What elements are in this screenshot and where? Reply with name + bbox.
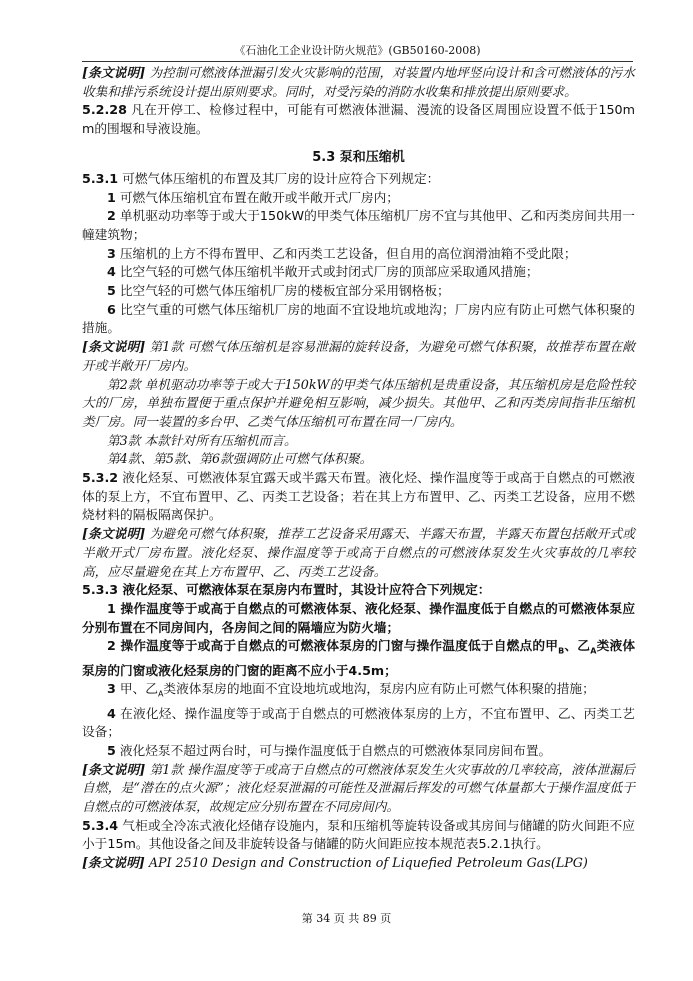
item-number: 5 [107,742,116,758]
subscript: A [157,689,164,699]
item-number: 3 [107,245,116,261]
list-item [82,245,635,264]
list-item [82,680,635,704]
commentary-5-2-27 [82,64,635,101]
list-item [82,705,635,742]
clause-5-3-1 [82,170,635,189]
clause-number: 5.2.28 [82,102,127,118]
commentary-paragraph: 第4款、第5款、第6款强调防止可燃气体积聚。 [107,451,373,467]
commentary-text: 为控制可燃液体泄漏引发火灾影响的范围，对装置内地坪竖向设计和含可燃液体的污水收集和排污系统设计提出原则要求。同时，对受污染的消防水收集和排放提出原则要求。 [82,65,635,99]
commentary-tag: [条文说明] [82,65,146,80]
subscript: A [590,646,597,656]
item-text: 可燃气体压缩机宜布置在敞开或半敞开式厂房内； [119,189,399,205]
list-item [82,189,635,208]
page-number: 第 34 页 共 89 页 [301,912,392,925]
commentary-tag: [条文说明] [82,761,146,777]
page-content [82,64,635,873]
clause-5-3-2 [82,469,635,525]
section-heading: 5.3 泵和压缩机 [312,149,405,165]
item-text: 比空气轻的可燃气体压缩机半敞开式或封闭式厂房的顶部应采取通风措施； [119,264,539,280]
commentary-5-3-1 [82,338,635,375]
clause-text: 凡在开停工、检修过程中，可能有可燃液体泄漏、漫流的设备区周围应设置不低于150mm的围堰和导液设施。 [82,102,635,137]
clause-text: 液化烃泵、可燃液体泵在泵房内布置时，其设计应符合下列规定： [122,582,491,598]
item-text: 、乙 [564,638,591,654]
clause-5-3-3 [82,581,635,600]
item-number: 3 [107,681,116,697]
clause-number: 5.3.3 [82,582,119,598]
commentary-5-3-2 [82,525,635,581]
commentary-paragraph: 第3款 本款针对所有压缩机而言。 [107,432,297,448]
list-item [82,742,635,761]
commentary-tag: [条文说明] [82,339,146,355]
subscript: B [558,646,565,656]
item-text: 压缩机的上方不得布置甲、乙和丙类工艺设备，但自用的高位润滑油箱不受此限； [119,245,577,261]
list-item [82,600,635,637]
clause-5-2-28 [82,101,635,138]
list-item [82,282,635,301]
item-number: 2 [107,208,116,224]
item-text: 甲、乙 [119,681,158,697]
item-text: 在液化烃、操作温度等于或高于自燃点的可燃液体泵房的上方，不宜布置甲、乙、丙类工艺设备； [82,705,635,740]
commentary-paragraph: 第2款 单机驱动功率等于或大于150kW的甲类气体压缩机是贵重设备，其压缩机房是危险性较大的厂房，单独布置便于重点保护并避免相互影响，减少损失。其他甲、乙和丙类房间指非压缩机类厂房。同一装置的多台甲、乙类气体压缩机可布置在同一厂房内。 [82,376,635,429]
item-text: 类液体泵房的门窗或液化烃泵房的门窗的距离不应小于4.5m； [82,638,636,678]
item-text: 液化烃泵不超过两台时，可与操作温度低于自燃点的可燃液体泵同房间布置。 [119,742,552,758]
list-item [82,207,635,244]
clause-number: 5.3.4 [82,817,119,833]
commentary-text: 第1款 操作温度等于或高于自燃点的可燃液体泵发生火灾事故的几率较高，液体泄漏后自燃，是“潜在的点火源”；液化烃泵泄漏的可能性及泄漏后挥发的可燃气体量都大于操作温度低于自燃点的可燃液体泵，故规定应分别布置在不同房间内。 [82,761,635,815]
clause-number: 5.3.1 [82,170,119,186]
item-text: 操作温度等于或高于自燃点的可燃液体泵房的门窗与操作温度低于自燃点的甲 [120,638,559,654]
page-header [82,43,633,62]
item-number: 1 [107,189,116,205]
clause-text: 可燃气体压缩机的布置及其厂房的设计应符合下列规定： [122,170,440,186]
page-footer [0,910,693,926]
item-number: 5 [107,283,116,299]
list-item [82,301,635,338]
item-text: 单机驱动功率等于或大于150kW的甲类气体压缩机厂房不宜与其他甲、乙和丙类房间共用一幢建筑物； [82,208,635,242]
commentary-text: 为避免可燃气体积聚，推荐工艺设备采用露天、半露天布置，半露天布置包括敞开式或半敞开式厂房布置。液化烃泵、操作温度等于或高于自燃点的可燃液体泵发生火灾事故的几率较高，应尽量避免在其上方布置甲、乙、丙类工艺设备。 [82,526,635,579]
commentary-5-3-3 [82,761,635,817]
commentary-text: 第1款 可燃气体压缩机是容易泄漏的旋转设备，为避免可燃气体积聚，故推荐布置在敞开或半敞开厂房内。 [82,339,635,373]
item-number: 1 [107,600,116,616]
header-title: 《石油化工企业设计防火规范》(GB50160-2008) [234,44,481,57]
clause-number: 5.3.2 [82,470,119,486]
list-item [82,263,635,282]
clause-5-3-4 [82,817,635,854]
clause-text: 气柜或全冷冻式液化烃储存设施内，泵和压缩机等旋转设备或其房间与储罐的防火间距不应小于15m。其他设备之间及非旋转设备与储罐的防火间距应按本规范表5.2.1执行。 [82,817,635,852]
item-text: 类液体泵房的地面不宜设地坑或地沟，泵房内应有防止可燃气体积聚的措施； [163,681,595,697]
item-text: 比空气重的可燃气体压缩机厂房的地面不宜设地坑或地沟；厂房内应有防止可燃气体积聚的措施。 [82,301,635,336]
item-text: 操作温度等于或高于自燃点的可燃液体泵、液化烃泵、操作温度低于自燃点的可燃液体泵应分别布置在不同房间内，各房间之间的隔墙应为防火墙； [82,600,636,635]
item-text: 比空气轻的可燃气体压缩机厂房的楼板宜部分采用钢格板； [119,283,450,299]
commentary-tag: [条文说明] [82,855,145,871]
commentary-text: API 2510 Design and Construction of Liquefied Petroleum Gas(LPG) [148,855,588,871]
item-number: 4 [107,264,116,280]
clause-text: 液化烃泵、可燃液体泵宜露天或半露天布置。液化烃、操作温度等于或高于自燃点的可燃液体的泵上方，不宜布置甲、乙、丙类工艺设备；若在其上方布置甲、乙、丙类工艺设备，应用不燃烧材料的隔板隔离保护。 [82,470,635,523]
item-number: 2 [107,638,116,654]
item-number: 6 [107,301,116,317]
item-number: 4 [107,705,116,721]
list-item [82,637,635,680]
commentary-5-3-4 [82,854,635,873]
commentary-tag: [条文说明] [82,526,146,542]
